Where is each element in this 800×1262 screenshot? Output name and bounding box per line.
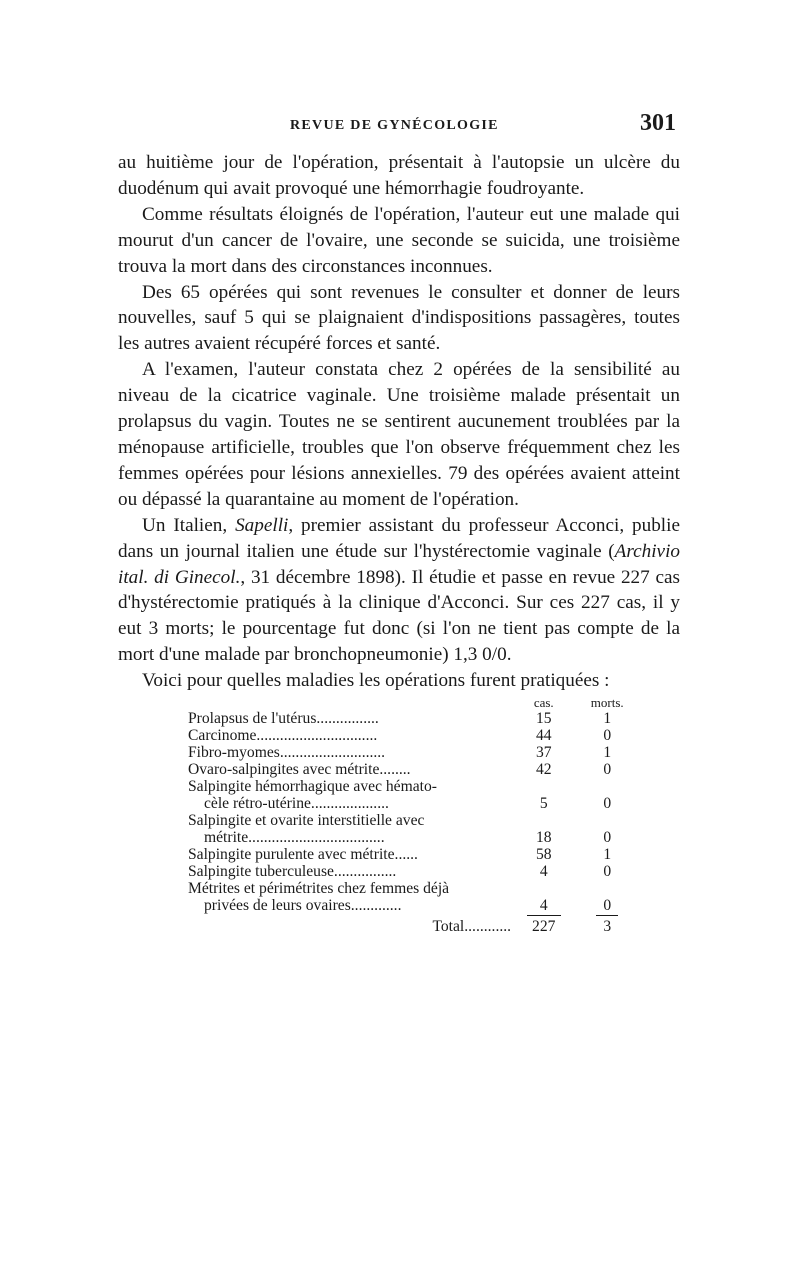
cas-value: 4: [539, 897, 548, 915]
table-row: [188, 710, 648, 727]
text-run: Des 65 opérées qui sont revenues le consulter et donner de leurs nouvelles, sauf 5 qui se plaignaient d'indispositions passagères, toutes les autres avaient récupéré forces et santé.: [118, 281, 680, 355]
text-run: Comme résultats éloignés de l'opération, l'auteur eut une malade qui mourut d'un cancer de l'ovaire, une seconde se suicida, une troisième trouva la mort dans des circonstances inconnues.: [118, 203, 680, 277]
paragraph: [118, 513, 680, 668]
total-label: Total............: [432, 918, 512, 936]
text-run: , 31 décembre 1898). Il étudie et passe en revue 227 cas d'hystérectomie pratiqués à la clinique d'Acconci. Sur ces 227 cas, il y eut 3 morts; le pourcentage fut donc (si l'on ne tient pas compte de la mort d'une malade par bronchopneumonie) 1,3 0/0.: [118, 566, 681, 666]
table-row: [188, 863, 648, 880]
disease-label: Salpingite hémorrhagique avec hémato- cèle rétro-utérine....................: [188, 778, 437, 813]
morts-value: 0: [603, 897, 612, 915]
cas-value: 44: [535, 727, 552, 745]
paragraph: [118, 280, 680, 358]
cas-value: 5: [539, 795, 548, 813]
text-run: Un Italien,: [142, 514, 236, 536]
paragraph: [118, 150, 680, 202]
cas-value: 58: [535, 846, 552, 864]
table-row: [188, 846, 648, 863]
disease-label: Salpingite tuberculeuse................: [188, 863, 397, 881]
disease-label: Fibro-myomes...........................: [188, 744, 386, 762]
cas-value: 42: [535, 761, 552, 779]
table-header-row: [188, 696, 648, 710]
table-row: [188, 812, 648, 846]
table-row: [188, 880, 648, 914]
disease-label: Carcinome...............................: [188, 727, 378, 745]
table-row: [188, 744, 648, 761]
morts-value: 0: [603, 727, 612, 745]
italic-text: Sapelli: [235, 514, 289, 536]
morts-value: 0: [603, 761, 612, 779]
total-cas: 227: [532, 918, 556, 936]
cas-value: 15: [535, 710, 552, 728]
morts-value: 1: [603, 744, 612, 762]
body-text: [118, 150, 680, 694]
disease-label: Métrites et périmétrites chez femmes déjà privées de leurs ovaires.............: [188, 880, 450, 915]
cas-value: 37: [535, 744, 552, 762]
text-run: Voici pour quelles maladies les opérations furent pratiquées :: [142, 670, 610, 692]
disease-label: Ovaro-salpingites avec métrite........: [188, 761, 411, 779]
morts-value: 0: [603, 863, 612, 881]
cases-table: [188, 696, 648, 935]
paragraph: [118, 357, 680, 512]
page-number: 301: [640, 110, 676, 136]
cas-value: 18: [535, 829, 552, 847]
paragraph: [118, 668, 680, 694]
header-cas: cas.: [533, 695, 554, 711]
text-run: A l'examen, l'auteur constata chez 2 opérées de la sensibilité au niveau de la cicatrice vaginale. Une troisième malade présentait un prolapsus du vagin. Toutes ne se sentirent aucunement troublées par la ménopause artificielle, troubles que l'on observe fréquemment chez les femmes opérées pour lésions annexielles. 79 des opérées avaient atteint ou dépassé la quarantaine au moment de l'opération.: [118, 359, 680, 510]
table-row: [188, 761, 648, 778]
running-header: [118, 112, 680, 142]
running-title: REVUE DE GYNÉCOLOGIE: [290, 118, 499, 133]
total-row: [188, 916, 648, 935]
morts-value: 1: [603, 846, 612, 864]
paragraph: [118, 202, 680, 280]
table-row: [188, 778, 648, 812]
table-row: [188, 727, 648, 744]
book-page: [118, 112, 680, 935]
italic-text: Archivio ital. di Ginecol.: [118, 540, 680, 588]
morts-value: 0: [603, 829, 612, 847]
morts-value: 1: [603, 710, 612, 728]
total-morts: 3: [603, 918, 612, 936]
disease-label: Salpingite et ovarite interstitielle avec métrite...................................: [188, 812, 425, 847]
disease-label: Prolapsus de l'utérus................: [188, 710, 379, 728]
text-run: , premier assistant du professeur Acconci, publie dans un journal italien une étude sur l'hystérectomie vaginale (: [118, 514, 680, 562]
header-morts: morts.: [590, 695, 624, 711]
disease-label: Salpingite purulente avec métrite......: [188, 846, 418, 864]
morts-value: 0: [603, 795, 612, 813]
cas-value: 4: [539, 863, 548, 881]
text-run: au huitième jour de l'opération, présentait à l'autopsie un ulcère du duodénum qui avait provoqué une hémorrhagie foudroyante.: [118, 152, 680, 199]
